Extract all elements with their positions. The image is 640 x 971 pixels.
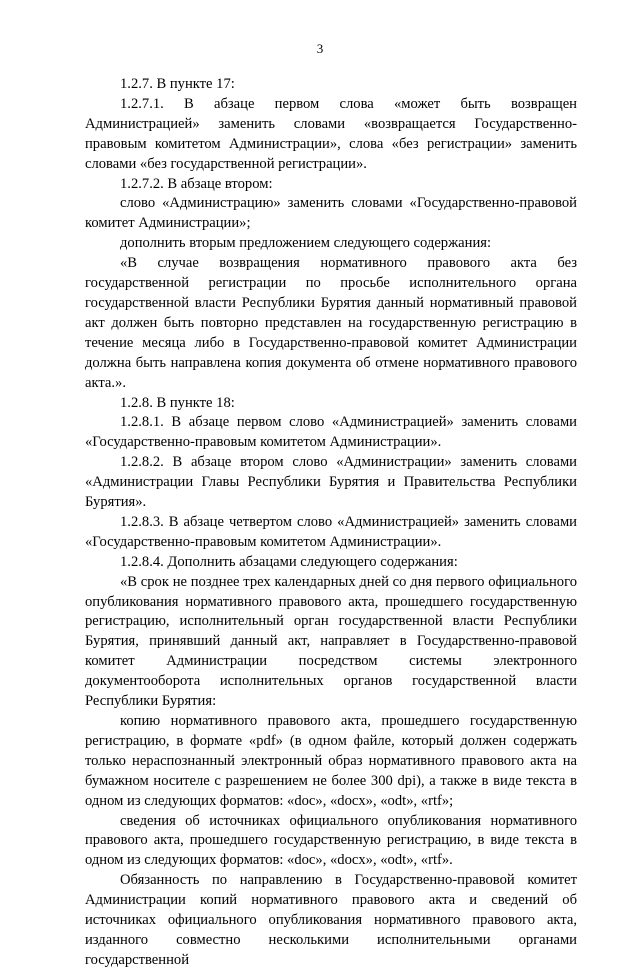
paragraph-obligation: Обязанность по направлению в Государственно-правовой комитет Администрации копий нормативного правового акта и сведений об источниках официального опубликования нормативного правового акта, изданного совместно несколькими исполнительными органами государственной — [85, 872, 577, 968]
page-number: 3 — [316, 41, 324, 56]
paragraph-copy-pdf: копию нормативного правового акта, прошедшего государственную регистрацию, в формате «pdf» (в одном файле, который должен содержать только нераспознанный электронный образ нормативного правового акта на бумажном носителе с разрешением не более 300 dpi), а также в виде текста в одном из следующих форматов: «doc», «docx», «odt», «rtf»; — [85, 713, 577, 809]
paragraph-add-sentence: дополнить вторым предложением следующего содержания: — [120, 235, 492, 252]
paragraph-replace-word: слово «Администрацию» заменить словами «Государственно-правовой комитет Администрации»; — [85, 195, 577, 232]
paragraph-publication-sources: сведения об источниках официального опубликования нормативного правового акта, прошедшего государственную регистрацию, в виде текста в одном из следующих форматов: «doc», «docx», «odt», «rtf». — [85, 812, 577, 869]
paragraph-item-1-2-8-4: 1.2.8.4. Дополнить абзацами следующего содержания: — [120, 553, 458, 570]
paragraph-item-1-2-8-1: 1.2.8.1. В абзаце первом слово «Администрацией» заменить словами «Государственно-правовым комитетом Администрации». — [85, 414, 577, 451]
paragraph-quote-return: «В случае возвращения нормативного правового акта без государственной регистрации по просьбе исполнительного органа государственной власти Республики Бурятия данный нормативный правовой акт должен быть повторно представлен на государственную регистрацию в течение месяца либо в Государственно-правовой комитет Администрации должна быть направлена копия документа об отмене нормативного правового акта.». — [85, 255, 577, 391]
paragraph-item-1-2-8: 1.2.8. В пункте 18: — [120, 394, 235, 411]
paragraph-item-1-2-8-2: 1.2.8.2. В абзаце втором слово «Администрации» заменить словами «Администрации Главы Республики Бурятия и Правительства Республики Бурятия». — [85, 454, 577, 511]
paragraph-item-1-2-7-1: 1.2.7.1. В абзаце первом слова «может быть возвращен Администрацией» заменить словами «возвращается Государственно-правовым комитетом Администрации», слова «без регистрации» заменить словами «без государственной регистрации». — [85, 95, 577, 172]
paragraph-item-1-2-8-3: 1.2.8.3. В абзаце четвертом слово «Администрацией» заменить словами «Государственно-правовым комитетом Администрации». — [85, 513, 577, 550]
paragraph-item-1-2-7: 1.2.7. В пункте 17: — [120, 76, 235, 92]
paragraph-item-1-2-7-2: 1.2.7.2. В абзаце втором: — [120, 175, 273, 192]
document-body — [85, 75, 577, 971]
paragraph-quote-deadline: «В срок не позднее трех календарных дней со дня первого официального опубликования нормативного правового акта, прошедшего государственную регистрацию, исполнительный орган государственной власти Республики Бурятия, принявший данный акт, направляет в Государственно-правовой комитет Администрации посредством системы электронного документооборота исполнительных органов государственной власти Республики Бурятия: — [85, 573, 577, 710]
